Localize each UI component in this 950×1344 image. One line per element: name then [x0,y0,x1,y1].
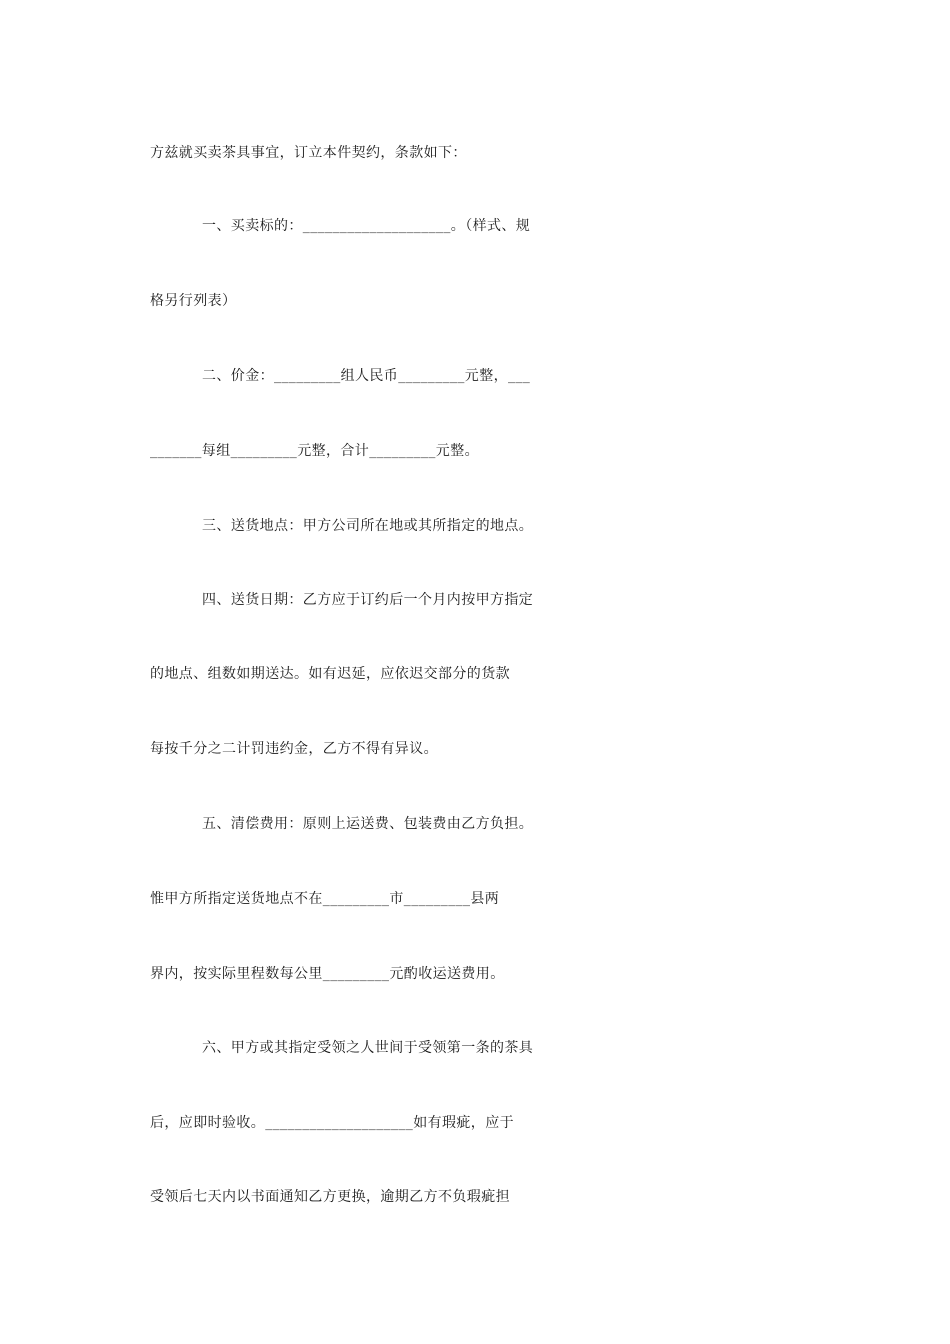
text-line-8: 的地点、组数如期送达。如有迟延，应依迟交部分的货款 [150,666,510,682]
text-line-1: 方兹就买卖茶具事宜，订立本件契约，条款如下： [150,145,467,161]
text-line-14: 后，应即时验收。____________________如有瑕疵，应于 [150,1115,514,1131]
text-line-4: 二、价金：_________组人民币_________元整，___ [202,368,531,384]
text-line-13: 六、甲方或其指定受领之人世间于受领第一条的茶具 [202,1040,534,1056]
text-line-2: 一、买卖标的：____________________。（样式、规 [202,218,531,234]
text-line-3: 格另行列表） [150,293,237,309]
text-line-7: 四、送货日期：乙方应于订约后一个月内按甲方指定 [202,592,534,608]
text-line-5: _______每组_________元整，合计_________元整。 [150,443,479,459]
text-line-10: 五、清偿费用：原则上运送费、包装费由乙方负担。 [202,816,534,832]
text-line-9: 每按千分之二计罚违约金，乙方不得有异议。 [150,741,438,757]
text-line-11: 惟甲方所指定送货地点不在_________市_________县两 [150,891,500,907]
text-line-6: 三、送货地点：甲方公司所在地或其所指定的地点。 [202,518,534,534]
text-line-15: 受领后七天内以书面通知乙方更换，逾期乙方不负瑕疵担 [150,1189,510,1205]
text-line-12: 界内，按实际里程数每公里_________元酌收运送费用。 [150,966,505,982]
